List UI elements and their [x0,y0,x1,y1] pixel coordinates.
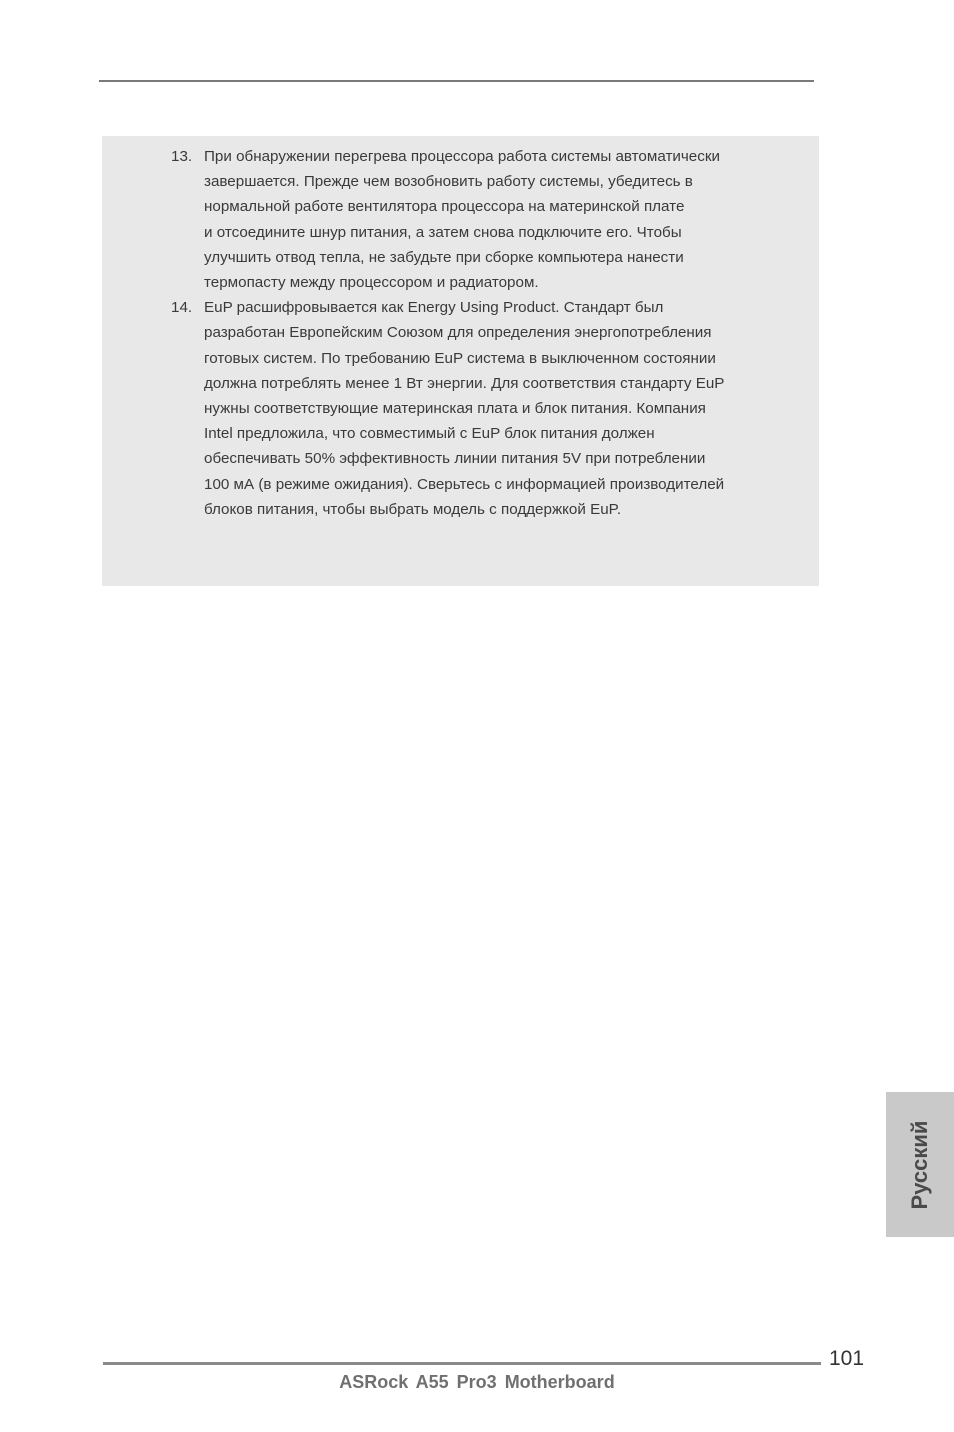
note-line: готовых систем. По требованию EuP система в выключенном состоянии [204,349,716,367]
note-line: При обнаружении перегрева процессора работа системы автоматически [204,148,720,165]
note-line: EuP расшифровывается как Energy Using Product. Стандарт был [204,299,664,317]
note-line: обеспечивать 50% эффективность линии питания 5V при потреблении [204,450,706,468]
note-line: термопасту между процессором и радиатором. [204,274,539,292]
language-tab-label: Русский [907,1120,932,1209]
note-number: 14. [171,299,193,317]
note-number: 13. [171,148,193,165]
notes-list [102,144,819,522]
note-line: 100 мА (в режиме ожидания). Сверьтесь с информацией производителей [204,475,725,493]
note-line: блоков питания, чтобы выбрать модель с поддержкой EuP. [204,500,622,518]
note-line: нормальной работе вентилятора процессора на материнской плате [204,198,685,216]
header-rule [99,80,814,82]
page-number: 101 [829,1347,865,1370]
note-line: улучшить отвод тепла, не забудьте при сборке компьютера нанести [204,248,684,266]
note-item-14 [102,295,819,522]
footer-rule [103,1362,821,1365]
footer-title: ASRock A55 Pro3 Motherboard [339,1372,615,1392]
note-line: разработан Европейским Союзом для определения энергопотребления [204,324,712,342]
note-line: нужны соответствующие материнская плата и блок питания. Компания [204,400,706,418]
note-line: завершается. Прежде чем возобновить работу системы, убедитесь в [204,173,693,191]
note-line: Intel предложила, что совместимый с EuP блок питания должен [204,425,655,443]
note-item-13 [102,144,819,295]
language-tab [886,1092,954,1237]
note-line: и отсоедините шнур питания, а затем снова подключите его. Чтобы [204,223,682,241]
note-line: должна потреблять менее 1 Вт энергии. Для соответствия стандарту EuP [204,374,725,392]
notes-panel [102,136,819,586]
